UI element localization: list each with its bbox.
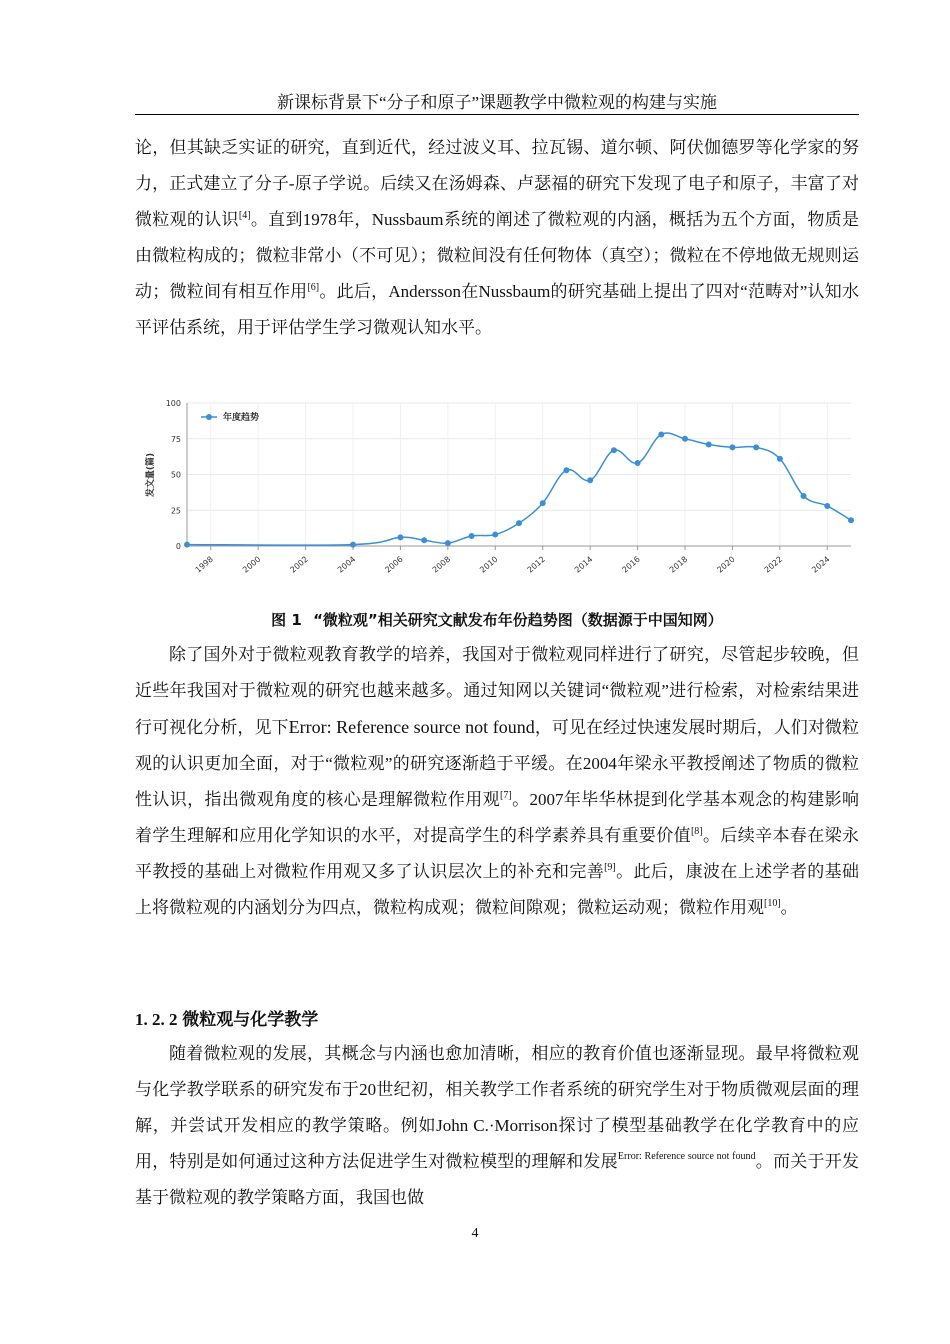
- data-point[interactable]: [397, 534, 403, 540]
- data-point[interactable]: [540, 500, 546, 506]
- x-tick-label: 2014: [573, 554, 595, 575]
- x-tick-label: 2022: [762, 554, 785, 575]
- data-point[interactable]: [587, 477, 593, 483]
- data-point[interactable]: [516, 520, 522, 526]
- figure-label: 图 1: [271, 611, 302, 629]
- data-point[interactable]: [848, 517, 854, 523]
- x-tick-label: 2006: [383, 554, 405, 575]
- paragraph-teaching: 随着微粒观的发展，其概念与内涵也愈加清晰，相应的教育价值也逐渐显现。最早将微粒观与化学教学联系的研究发布于20世纪初，相关教学工作者系统的研究学生对于物质微观层面的理解，并尝试开发相应的教学策略。例如John C.·Morrison探讨了模型基础教学在化学教育中的应用，特别是如何通过这种方法促进学生对微粒模型的理解和发展$^{Error: Reference source not found}$。而关于开发基于微粒观的教学策略方面，我国也做: [135, 1044, 860, 1207]
- x-tick-labels: [194, 546, 832, 575]
- data-point[interactable]: [611, 447, 617, 453]
- data-point[interactable]: [563, 467, 569, 473]
- data-point[interactable]: [706, 441, 712, 447]
- trend-chart: [135, 393, 859, 593]
- x-tick-label: 2010: [478, 554, 500, 575]
- x-tick-label: 2000: [241, 554, 263, 575]
- citation-ref[interactable]: [8]: [690, 826, 703, 837]
- data-point[interactable]: [777, 456, 783, 462]
- data-point[interactable]: [350, 542, 356, 548]
- section-heading: [135, 1006, 318, 1034]
- citation-ref[interactable]: [7]: [500, 790, 512, 801]
- data-point[interactable]: [801, 493, 807, 499]
- section-title: 微粒观与化学教学: [182, 1010, 319, 1029]
- broken-reference[interactable]: Error: Reference source not found: [288, 717, 535, 737]
- x-tick-label: 2012: [525, 554, 547, 575]
- citation-ref[interactable]: [6]: [307, 282, 320, 293]
- x-tick-label: 2018: [667, 554, 690, 575]
- series-points: [184, 431, 854, 547]
- data-point[interactable]: [682, 436, 688, 442]
- broken-reference[interactable]: Error: Reference source not found: [617, 1151, 756, 1162]
- data-point[interactable]: [469, 533, 475, 539]
- y-tick-label: 75: [170, 434, 181, 444]
- data-point[interactable]: [421, 537, 427, 543]
- citation-ref[interactable]: [4]: [238, 210, 251, 221]
- legend-marker: [206, 414, 212, 420]
- data-point[interactable]: [635, 460, 641, 466]
- running-header: 新课标背景下“分子和原子”课题教学中微粒观的构建与实施: [135, 92, 859, 115]
- y-tick-labels: [166, 399, 181, 551]
- chart-legend: [201, 411, 259, 423]
- data-point[interactable]: [492, 532, 498, 538]
- figure-caption-text: “微粒观”相关研究文献发布年份趋势图（数据源于中国知网）: [313, 611, 723, 629]
- x-tick-label: 2002: [288, 554, 310, 575]
- y-axis-label: 发文量(篇): [146, 452, 156, 498]
- y-tick-label: 50: [170, 470, 181, 480]
- y-tick-label: 0: [175, 542, 181, 551]
- x-tick-label: 2016: [620, 554, 642, 575]
- data-point[interactable]: [824, 503, 830, 509]
- data-point[interactable]: [658, 431, 664, 437]
- x-tick-label: 2024: [810, 554, 832, 575]
- x-tick-label: 2008: [430, 554, 453, 575]
- legend-label: 年度趋势: [223, 413, 260, 423]
- section-number: 1. 2. 2: [135, 1010, 178, 1029]
- x-tick-label: 2004: [335, 554, 358, 575]
- data-point[interactable]: [729, 444, 735, 450]
- citation-ref[interactable]: [9]: [604, 862, 616, 873]
- series-line: [187, 433, 851, 545]
- y-tick-label: 25: [170, 506, 181, 516]
- data-point[interactable]: [184, 542, 190, 548]
- citation-ref[interactable]: [10]: [764, 898, 781, 909]
- x-tick-label: 1998: [193, 554, 215, 575]
- figure-caption: [135, 608, 859, 632]
- y-tick-label: 100: [165, 399, 181, 408]
- data-point[interactable]: [753, 444, 759, 450]
- x-tick-label: 2020: [715, 554, 737, 575]
- page-number: 4: [471, 1226, 479, 1241]
- paragraph-domestic-research: 除了国外对于微粒观教育教学的培养，我国对于微粒观同样进行了研究，尽管起步较晚，但近些年我国对于微粒观的研究也越来越多。通过知网以关键词“微粒观”进行检索，对检索结果进行可视化分析，见下Error: Reference source not found，可见在经过快速发展时期后，人们对微粒观的认识更加全面，对于“微粒观”的研究逐渐趋于平缓。在2004年梁永平教授阐述了物质的微粒性认识，指出微观角度的核心是理解微粒作用观[7]。2007年毕华林提到化学基本观念的构建影响着学生理解和应用化学知识的水平，对提高学生的科学素养具有重要价值[8]。后续辛本春在梁永平教授的基础上对微粒作用观又多了认识层次上的补充和完善[9]。此后，康波在上述学者的基础上将微粒观的内涵划分为四点，微粒构成观；微粒间隙观；微粒运动观；微粒作用观[10]。: [135, 645, 860, 917]
- paragraph-intro: 论，但其缺乏实证的研究，直到近代，经过波义耳、拉瓦锡、道尔顿、阿伏伽德罗等化学家的努力，正式建立了分子-原子学说。后续又在汤姆森、卢瑟福的研究下发现了电子和原子，丰富了对微粒观的认识[4]。直到1978年，Nussbaum系统的阐述了微粒观的内涵，概括为五个方面，物质是由微粒构成的；微粒非常小（不可见）；微粒间没有任何物体（真空）；微粒在不停地做无规则运动；微粒间有相互作用[6]。此后，Andersson在Nussbaum的研究基础上提出了四对“范畴对”认知水平评估系统，用于评估学生学习微观认知水平。: [135, 138, 859, 337]
- data-point[interactable]: [445, 540, 451, 546]
